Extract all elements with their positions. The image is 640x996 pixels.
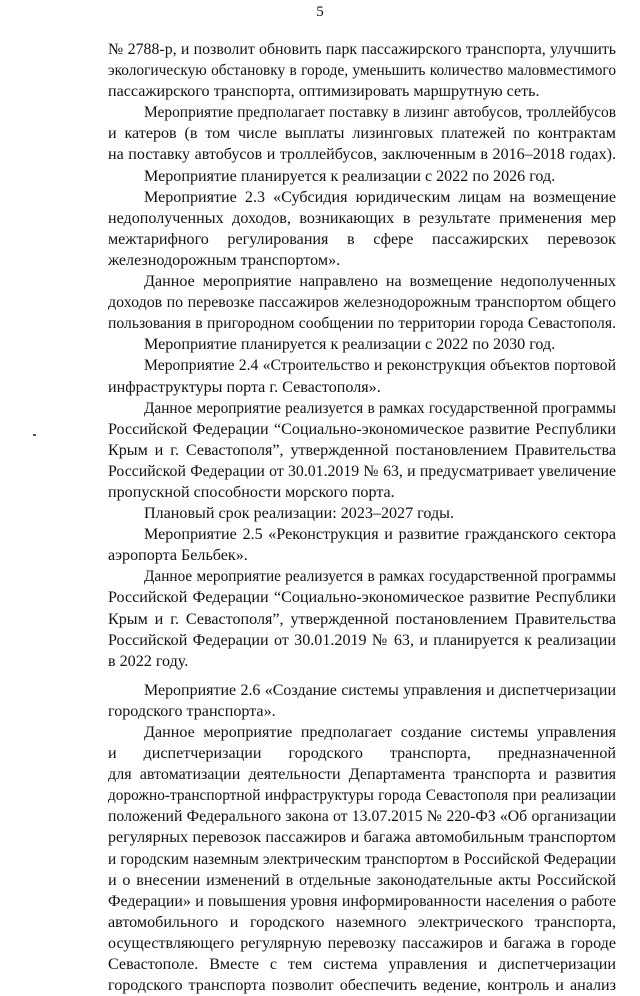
- text-line: железнодорожным транспортом».: [108, 251, 341, 269]
- text-line: Федерации» и повышения уровня информированности населения о работе: [108, 892, 616, 910]
- text-line: в 2022 году.: [108, 652, 189, 670]
- text-line: и диспетчеризации городского транспорта, предназначенной: [108, 745, 616, 763]
- text-line: регулярных перевозок пассажиров и багажа автомобильным транспортом: [108, 829, 616, 847]
- text-line: городского транспорта позволит обеспечить ведение, контроль и анализ: [108, 977, 616, 995]
- text-line: Мероприятие 2.5 «Реконструкция и развитие гражданского сектора: [144, 526, 616, 544]
- text-line: Российской Федерации от 30.01.2019 № 63, и планируется к реализации: [108, 631, 616, 649]
- text-line: Севастополе. Вместе с тем система управления и диспетчеризации: [108, 956, 616, 974]
- text-line: для автоматизации деятельности Департамента транспорта и развития: [108, 766, 616, 784]
- text-line: пользования в пригородном сообщении по территории города Севастополя.: [108, 315, 616, 333]
- text-line: автомобильного и городского наземного электрического транспорта,: [108, 913, 616, 931]
- body-text: [108, 39, 616, 996]
- text-line: Мероприятие планируется к реализации с 2022 по 2030 год.: [144, 336, 556, 354]
- text-line: аэропорта Бельбек».: [108, 547, 248, 565]
- text-line: № 2788-р, и позволит обновить парк пассажирского транспорта, улучшить: [108, 41, 616, 58]
- text-line: Мероприятие 2.4 «Строительство и реконструкция объектов портовой: [144, 357, 616, 375]
- text-line: Данное мероприятие реализуется в рамках государственной программы: [144, 399, 616, 417]
- text-line: межтарифного регулирования в сфере пассажирских перевозок: [108, 230, 616, 248]
- text-line: пассажирского транспорта, оптимизировать маршрутную сеть.: [108, 83, 540, 101]
- text-line: и о внесении изменений в отдельные законодательные акты Российской: [108, 871, 616, 889]
- text-line: Крым и г. Севастополя”, утвержденной постановлением Правительства: [108, 610, 616, 628]
- text-line: положений Федерального закона от 13.07.2015 № 220-ФЗ «Об организации: [108, 808, 616, 826]
- text-line: Плановый срок реализации: 2023–2027 годы.: [144, 505, 454, 523]
- text-line: Крым и г. Севастополя”, утвержденной постановлением Правительства: [108, 441, 616, 459]
- paragraph-gap: [108, 672, 616, 680]
- text-line: дорожно-транспортной инфраструктуры города Севастополя при реализации: [108, 787, 616, 805]
- text-line: Российской Федерации от 30.01.2019 № 63, и предусматривает увеличение: [108, 462, 616, 480]
- margin-mark: [33, 434, 36, 436]
- text-line: Мероприятие 2.3 «Субсидия юридическим лицам на возмещение: [144, 188, 616, 206]
- text-line: Данное мероприятие направлено на возмещение недополученных: [144, 273, 616, 291]
- text-line: и городским наземным электрическим транспортом в Российской Федерации: [108, 850, 616, 868]
- text-line: и катеров (в том числе выплаты лизинговых платежей по контрактам: [108, 125, 616, 143]
- text-line: экологическую обстановку в городе, уменьшить количество маловместимого: [108, 62, 616, 80]
- text-line: на поставку автобусов и троллейбусов, заключенным в 2016–2018 годах).: [108, 146, 616, 164]
- text-line: Российской Федерации “Социально-экономическое развитие Республики: [108, 589, 616, 607]
- text-line: Мероприятие предполагает поставку в лизинг автобусов, троллейбусов: [144, 104, 616, 122]
- text-line: Данное мероприятие предполагает создание системы управления: [144, 724, 616, 741]
- text-line: Мероприятие 2.6 «Создание системы управления и диспетчеризации: [144, 681, 616, 699]
- text-line: Мероприятие планируется к реализации с 2022 по 2026 год.: [144, 167, 556, 185]
- text-line: городского транспорта».: [108, 702, 276, 720]
- text-line: Российской Федерации “Социально-экономическое развитие Республики: [108, 420, 616, 438]
- text-line: пропускной способности морского порта.: [108, 483, 395, 501]
- page-number: 5: [316, 4, 324, 20]
- text-line: осуществляющего регулярную перевозку пассажиров и багажа в городе: [108, 934, 616, 952]
- text-line: Данное мероприятие реализуется в рамках государственной программы: [144, 568, 616, 586]
- text-line: инфраструктуры порта г. Севастополя».: [108, 378, 381, 396]
- text-line: доходов по перевозке пассажиров железнодорожным транспортом общего: [108, 294, 616, 312]
- text-line: недополученных доходов, возникающих в результате применения мер: [108, 209, 616, 227]
